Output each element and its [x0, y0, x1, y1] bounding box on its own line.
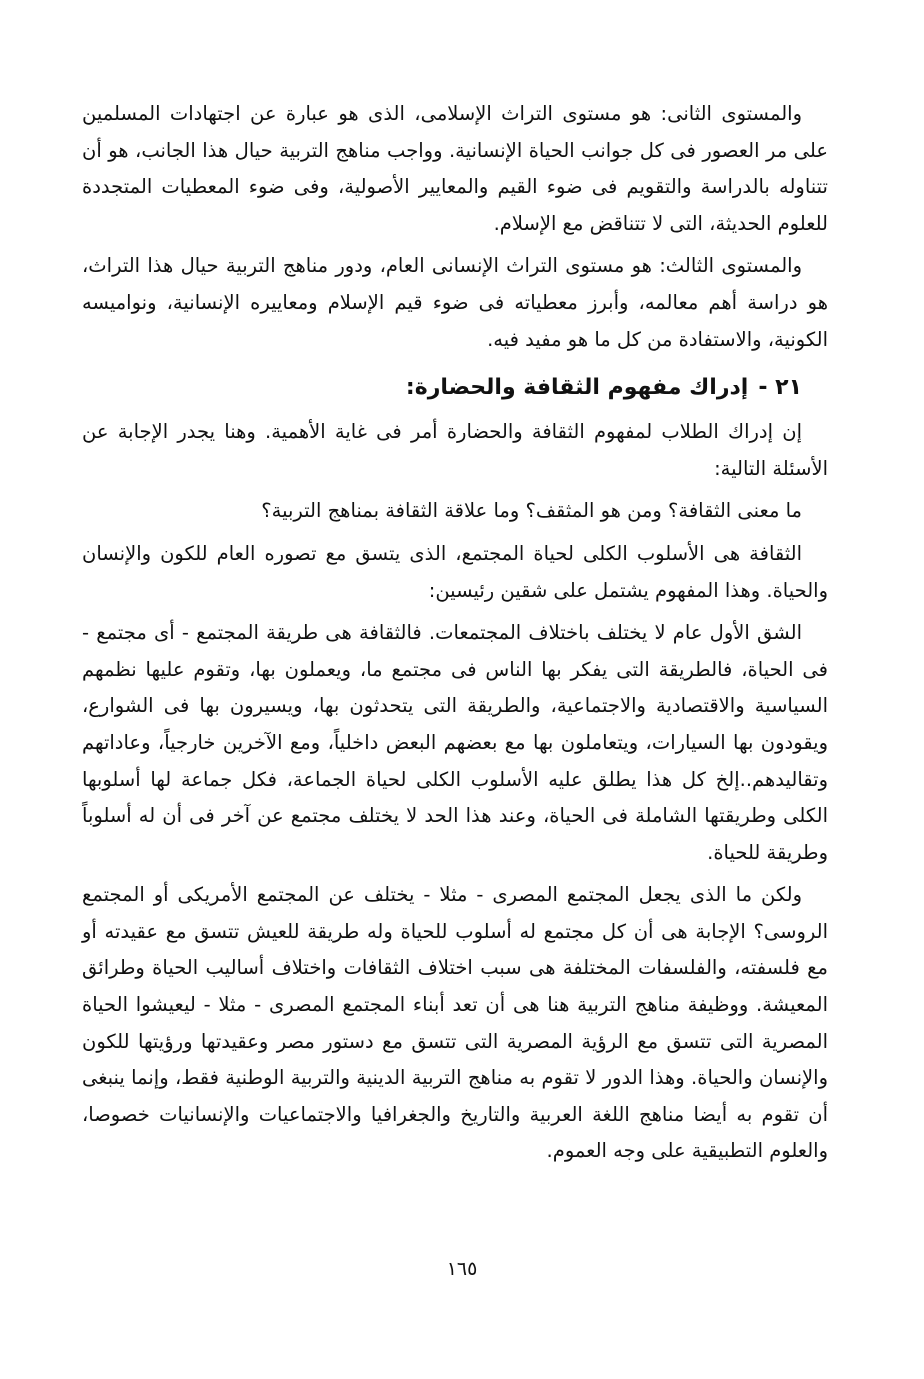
paragraph-differences: ولكن ما الذى يجعل المجتمع المصرى - مثلا - يختلف عن المجتمع الأمريكى أو المجتمع الروسى؟ الإجابة هى أن كل مجتمع له أسلوب للحياة وله طريقة للعيش تتسق مع عقيدته أو مع فلسفته، والفلسفات المختلفة هى سبب اختلاف الثقافات واختلاف أساليب الحياة وطرائق المعيشة. ووظيفة مناهج التربية هنا هى أن تعد أبناء المجتمع المصرى - مثلا - ليعيشوا الحياة المصرية التى تتسق مع الرؤية المصرية التى تتسق مع دستور مصر وعقيدتها ورؤيتها للكون والإنسان والحياة. وهذا الدور لا تقوم به مناهج التربية الدينية والتربية الوطنية فقط، وإنما ينبغى أن تقوم به أيضا مناهج اللغة العربية والتاريخ والجغرافيا والاجتماعيات والإنسانيات خصوصا، والعلوم التطبيقية على وجه العموم.: [82, 883, 828, 1163]
paragraph-third-level: والمستوى الثالث: هو مستوى التراث الإنسانى العام، ودور مناهج التربية حيال هذا التراث، هو دراسة أهم معالمه، وأبرز معطياته فى ضوء قيم الإسلام ومعاييره الإنسانية، ونواميسه الكونية، والاستفادة من كل ما هو مفيد فيه.: [82, 254, 828, 351]
paragraph-questions: ما معنى الثقافة؟ ومن هو المثقف؟ وما علاقة الثقافة بمناهج التربية؟: [261, 499, 802, 523]
page-number: ١٦٥: [446, 1258, 478, 1280]
section-number: ٢١ -: [758, 375, 802, 401]
section-heading: [82, 368, 828, 408]
section-title: إدراك مفهوم الثقافة والحضارة:: [405, 375, 749, 401]
paragraph-intro: إن إدراك الطلاب لمفهوم الثقافة والحضارة أمر فى غاية الأهمية. وهنا يجدر الإجابة عن الأسئلة التالية:: [82, 420, 828, 480]
paragraph-definition: الثقافة هى الأسلوب الكلى لحياة المجتمع، الذى يتسق مع تصوره العام للكون والإنسان والحياة. وهذا المفهوم يشتمل على شقين رئيسين:: [82, 541, 828, 602]
paragraph-first-part: الشق الأول عام لا يختلف باختلاف المجتمعات. فالثقافة هى طريقة المجتمع - أى مجتمع - فى الحياة، فالطريقة التى يفكر بها الناس فى مجتمع ما، ويعملون بها، وتقوم عليها نظمهم السياسية والاقتصادية والاجتماعية، والطريقة التى يتحدثون بها، ويسيرون بها فى الشوارع، ويقودون بها السيارات، ويتعاملون بها مع بعضهم البعض داخلياً، ومع الآخرين خارجياً، وعاداتهم وتقاليدهم..إلخ كل هذا يطلق عليه الأسلوب الكلى لحياة الجماعة، فكل جماعة لها أسلوبها الكلى وطريقتها الشاملة فى الحياة، وعند هذا الحد لا يختلف مجتمع عن آخر فى أن له أسلوباً وطريقة للحياة.: [82, 621, 828, 864]
paragraph-second-level: والمستوى الثانى: هو مستوى التراث الإسلامى، الذى هو عبارة عن اجتهادات المسلمين على مر العصور فى كل جوانب الحياة الإنسانية. وواجب مناهج التربية حيال هذا الجانب، هو أن تتناوله بالدراسة والتقويم فى ضوء القيم والمعايير الأصولية، وفى ضوء المعطيات المتجددة للعلوم الحديثة، التى لا تتناقض مع الإسلام.: [82, 102, 828, 235]
